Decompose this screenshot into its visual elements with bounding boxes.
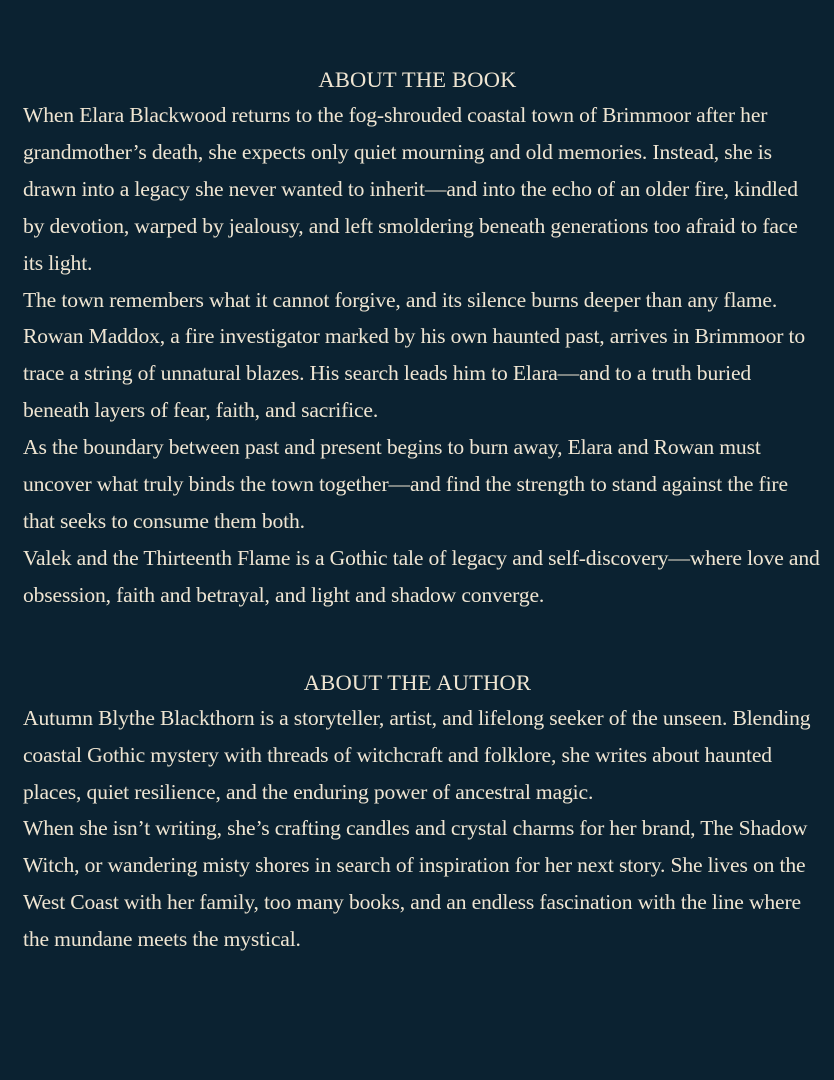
book-paragraph-tagline: Valek and the Thirteenth Flame is a Gothic tale of legacy and self-discovery—where love and obsession, faith and betrayal, and light and shadow converge. <box>23 545 820 607</box>
about-the-author-body <box>23 700 820 958</box>
about-the-book-body <box>23 97 820 614</box>
about-the-book-heading: ABOUT THE BOOK <box>318 67 517 92</box>
book-paragraph-boundary: As the boundary between past and present begins to burn away, Elara and Rowan must uncover what truly binds the town together—and find the strength to stand against the fire that seeks to consume them both. <box>23 435 788 533</box>
book-paragraph-rowan: Rowan Maddox, a fire investigator marked by his own haunted past, arrives in Brimmoor to trace a string of unnatural blazes. His search leads him to Elara—and to a truth buried beneath layers of fear, faith, and sacrifice. <box>23 324 806 423</box>
author-paragraph-personal: When she isn’t writing, she’s crafting candles and crystal charms for her brand, The Shadow Witch, or wandering misty shores in search of inspiration for her next story. She lives on the West Coast with her family, too many books, and an endless fascination with the line where the mundane meets the mystical. <box>23 816 808 952</box>
book-paragraph-intro: When Elara Blackwood returns to the fog-shrouded coastal town of Brimmoor after her grandmother’s death, she expects only quiet mourning and old memories. Instead, she is drawn into a legacy she never wanted to inherit—and into the echo of an older fire, kindled by devotion, warped by jealousy, and left smoldering beneath generations too afraid to face its light. <box>23 103 798 275</box>
about-the-author-section <box>23 667 820 958</box>
author-paragraph-bio: Autumn Blythe Blackthorn is a storyteller, artist, and lifelong seeker of the unseen. Blending coastal Gothic mystery with threads of witchcraft and folklore, she writes about haunted places, quiet resilience, and the enduring power of ancestral magic. <box>23 705 811 804</box>
about-the-book-section <box>23 64 820 614</box>
about-the-author-heading: ABOUT THE AUTHOR <box>303 669 532 695</box>
book-paragraph-town: The town remembers what it cannot forgive, and its silence burns deeper than any flame. <box>23 287 778 312</box>
